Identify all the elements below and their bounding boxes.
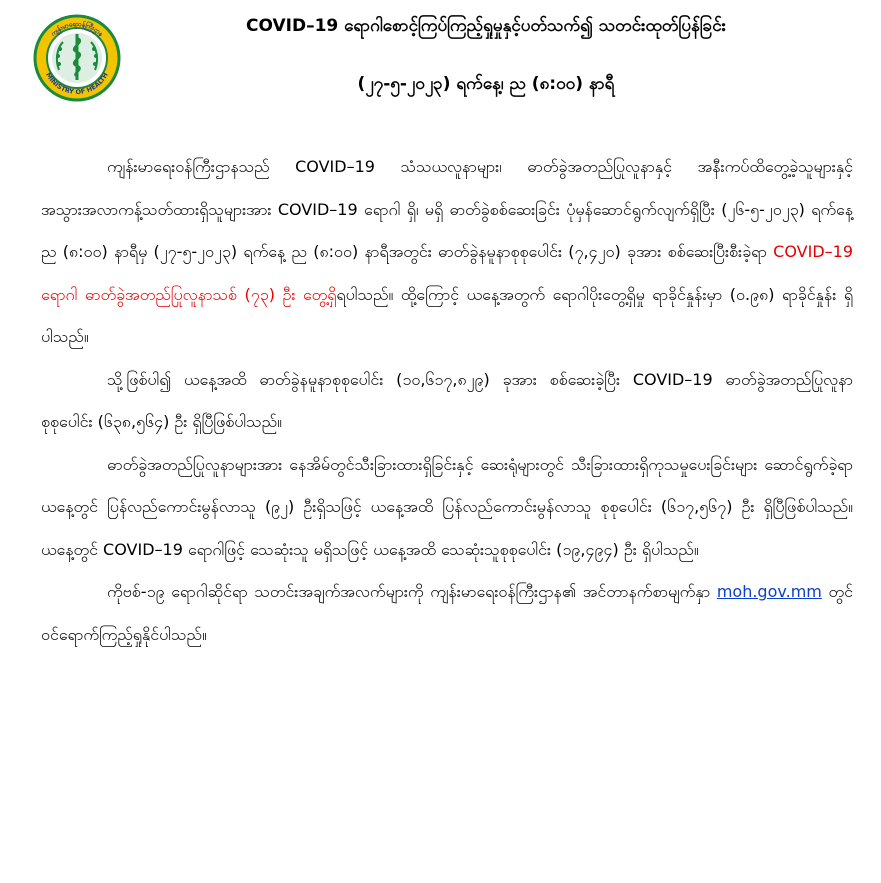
paragraph-4-text-b: တွင် ဝင်ရောက်ကြည့်ရှုနိုင်ပါသည်။	[41, 582, 853, 644]
paragraph-1-text-a: ကျန်းမာရေးဝန်ကြီးဌာနသည် COVID–19 သံသယလူနာများ၊ ဓာတ်ခွဲအတည်ပြုလူနာနှင့် အနီးကပ်ထိတွေ့ခဲ့သူများနှင့် အသွားအလာကန့်သတ်ထားရှိသူများအား COVID–19 ရောဂါ ရှိ၊ မရှိ ဓာတ်ခွဲစစ်ဆေးခြင်း ပုံမှန်ဆောင်ရွက်လျက်ရှိပြီး (၂၆-၅-၂၀၂၃) ရက်နေ့ ည (၈:၀၀) နာရီမှ (၂၇-၅-၂၀၂၃) ရက်နေ့ ည (၈:၀၀) နာရီအတွင်း ဓာတ်ခွဲနမူနာစုစုပေါင်း (၇,၄၂၀) ခုအား စစ်ဆေးပြီးစီးခဲ့ရာ	[41, 157, 853, 261]
ministry-of-health-logo	[33, 14, 121, 102]
paragraph-cumulative-cases	[41, 359, 853, 444]
logo-top-text: ကျန်းမာရေးဝန်ကြီးဌာန	[49, 19, 106, 38]
document-body	[41, 146, 853, 656]
paragraph-1-text-b: ရပါသည်။ ထို့ကြောင့် ယနေ့အတွက် ရောဂါပိုးတွေ့ရှိမှု ရာခိုင်နှုန်းမှာ (၀.၉၈) ရာခိုင်နှုန်း ရှိပါသည်။	[41, 284, 853, 346]
paragraph-website-info	[41, 571, 853, 656]
paragraph-3-text: ဓာတ်ခွဲအတည်ပြုလူနာများအား နေအိမ်တွင်သီးခြားထားရှိခြင်းနှင့် ဆေးရုံများတွင် သီးခြားထားရှိကုသမှုပေးခြင်းများ ဆောင်ရွက်ခဲ့ရာ ယနေ့တွင် ပြန်လည်ကောင်းမွန်လာသူ (၉၂) ဦးရှိသဖြင့် ယနေ့အထိ ပြန်လည်ကောင်းမွန်လာသူ စုစုပေါင်း (၆၁၇,၅၆၇) ဦး ရှိပြီဖြစ်ပါသည်။ ယနေ့တွင် COVID–19 ရောဂါဖြင့် သေဆုံးသူ မရှိသဖြင့် ယနေ့အထိ သေဆုံးသူစုစုပေါင်း (၁၉,၄၉၄) ဦး ရှိပါသည်။	[41, 454, 853, 559]
logo-bottom-text: MINISTRY OF HEALTH	[44, 71, 110, 97]
moh-website-link[interactable]: moh.gov.mm	[716, 582, 822, 601]
document-header	[126, 10, 846, 100]
document-date: (၂၇-၅-၂၀၂၃) ရက်နေ့၊ ည (၈:၀၀) နာရီ	[357, 74, 615, 94]
paragraph-4-text-a: ကိုဗစ်-၁၉ ရောဂါဆိုင်ရာ သတင်းအချက်အလက်များကို ကျန်းမာရေးဝန်ကြီးဌာန၏ အင်တာနက်စာမျက်နှာ	[107, 582, 711, 601]
paragraph-testing-summary	[41, 146, 853, 359]
document-title: COVID–19 ရောဂါစောင့်ကြပ်ကြည့်ရှုမှုနှင့်ပတ်သက်၍ သတင်းထုတ်ပြန်ခြင်း	[246, 16, 726, 36]
logo-emblem-icon	[33, 14, 121, 102]
new-cases-highlight: COVID–19 ရောဂါ ဓာတ်ခွဲအတည်ပြုလူနာသစ် (၇၃) ဦး တွေ့ရှိ	[41, 242, 853, 304]
paragraph-2-text: သို့ဖြစ်ပါ၍ ယနေ့အထိ ဓာတ်ခွဲနမူနာစုစုပေါင်း (၁၀,၆၁၇,၈၂၉) ခုအား စစ်ဆေးခဲ့ပြီး COVID–19 ဓာတ်ခွဲအတည်ပြုလူနာ စုစုပေါင်း (၆၃၈,၅၆၄) ဦး ရှိပြီဖြစ်ပါသည်။	[41, 369, 853, 431]
paragraph-recoveries-deaths	[41, 444, 853, 572]
